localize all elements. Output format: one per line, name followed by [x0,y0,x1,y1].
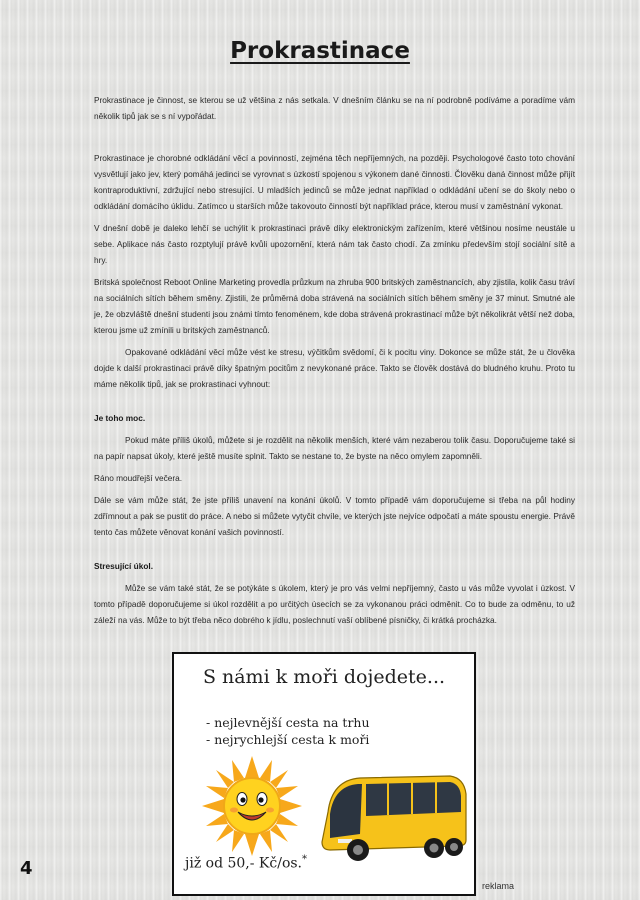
ad-headline: S námi k moři dojedete... [202,666,446,688]
page-title: Prokrastinace [230,38,410,64]
paragraph-3: Britská společnost Reboot Online Marketing provedla průzkum na zhruba 900 britských zaměstnancích, aby zjistila, kolik času tráví na sociálních sítích během směny. Zjistili, že průměrná doba strávená na sociálních sítích během směny je 37 minut. Smutné ale je, že obzvláště dnešní studenti jsou známi tímto fenoménem, kde doba strávená prokrastinací může být několikrát větší než doba, kterou jsme už zmínili u britských zaměstnanců. [94,277,575,335]
ad-bullet-1: - nejlevnější cesta na trhu [206,715,370,730]
paragraph-2: V dnešní době je daleko lehčí se uchýlit k prokrastinaci právě díky elektronickým zařízením, které většinou nosíme neustále u sebe. Aplikace nás často rozptylují právě kvůli upozornění, která nám tak často chodí. Za zmínku především stojí sociální sítě a hry. [94,223,575,265]
page-number: 4 [20,858,33,879]
article-body [94,92,575,634]
paragraph-1: Prokrastinace je chorobné odkládání věcí a povinností, zejména těch nepříjemných, na později. Psychologové často toto chování vysvětlují jako jev, který pomáhá jedinci se vyrovnat s úzkostí spojenou s výkonem dané činnosti. Člověku daná činnost může přijít kontraproduktivní, zdržující nebo stresující. U mladších jedinců se může jednat například o odkládání učení se do školy nebo o odkládání domácího úklidu. Zatímco u starších může takovouto činností být například práce, kterou musí v zaměstnání vykonat. [94,153,575,211]
section2-paragraph-1: Může se vám také stát, že se potýkáte s úkolem, který je pro vás velmi nepříjemný, často u vás může vyvolat i úzkost. V tomto případě doporučujeme si úkol rozdělit a po určitých úsecích se za vykonanou práci odměnit. Co to bude za odměnu, to už záleží na vás. Může to být třeba něco dobrého k jídlu, poslechnutí vaší oblíbené písničky, či krátká procházka. [94,583,575,625]
section1-paragraph-2: Ráno moudřejší večera. [94,473,183,483]
paragraph-4: Opakované odkládání věcí může vést ke stresu, výčitkům svědomí, či k pocitu viny. Dokonce se může stát, že u člověka dojde k další prokrastinaci právě díky špatným pocitům z nevykonané práce. Takto se člověk dostává do bludného kruhu. Proto tu máme několik tipů, jak se prokrastinaci vyhnout: [94,347,575,389]
bus-icon [318,772,470,864]
ad-label: reklama [482,881,515,891]
ad-bullet-list [206,714,370,748]
intro-paragraph: Prokrastinace je činnost, se kterou se už většina z nás setkala. V dnešním článku se na ní podrobně podíváme a poradíme vám několik tipů jak se s ní vypořádat. [94,95,575,121]
sun-icon [202,756,302,856]
ad-price-mark: * [302,854,308,865]
section-heading-2: Stresující úkol. [94,561,154,571]
section1-paragraph-1: Pokud máte příliš úkolů, můžete si je rozdělit na několik menších, které vám nezaberou tolik času. Doporučujeme také si na papír napsat úkoly, které ještě musíte splnit. Takto se nestane to, že byste na něco omylem zapomněli. [94,435,575,461]
section-heading-1: Je toho moc. [94,413,146,423]
ad-price [185,854,307,872]
section1-paragraph-3: Dále se vám může stát, že jste příliš unavení na konání úkolů. V tomto případě vám doporučujeme si třeba na půl hodiny zdřímnout a pak se pustit do práce. A nebo si můžete vytyčit chvíle, ve kterých jste nejvíce odpočatí a máte spoustu energie. Právě tento čas můžete věnovat konání vašich povinností. [94,495,575,537]
advertisement[interactable] [172,652,476,896]
ad-price-text: již od 50,- Kč/os. [185,855,303,872]
ad-bullet-2: - nejrychlejší cesta k moři [206,732,370,747]
